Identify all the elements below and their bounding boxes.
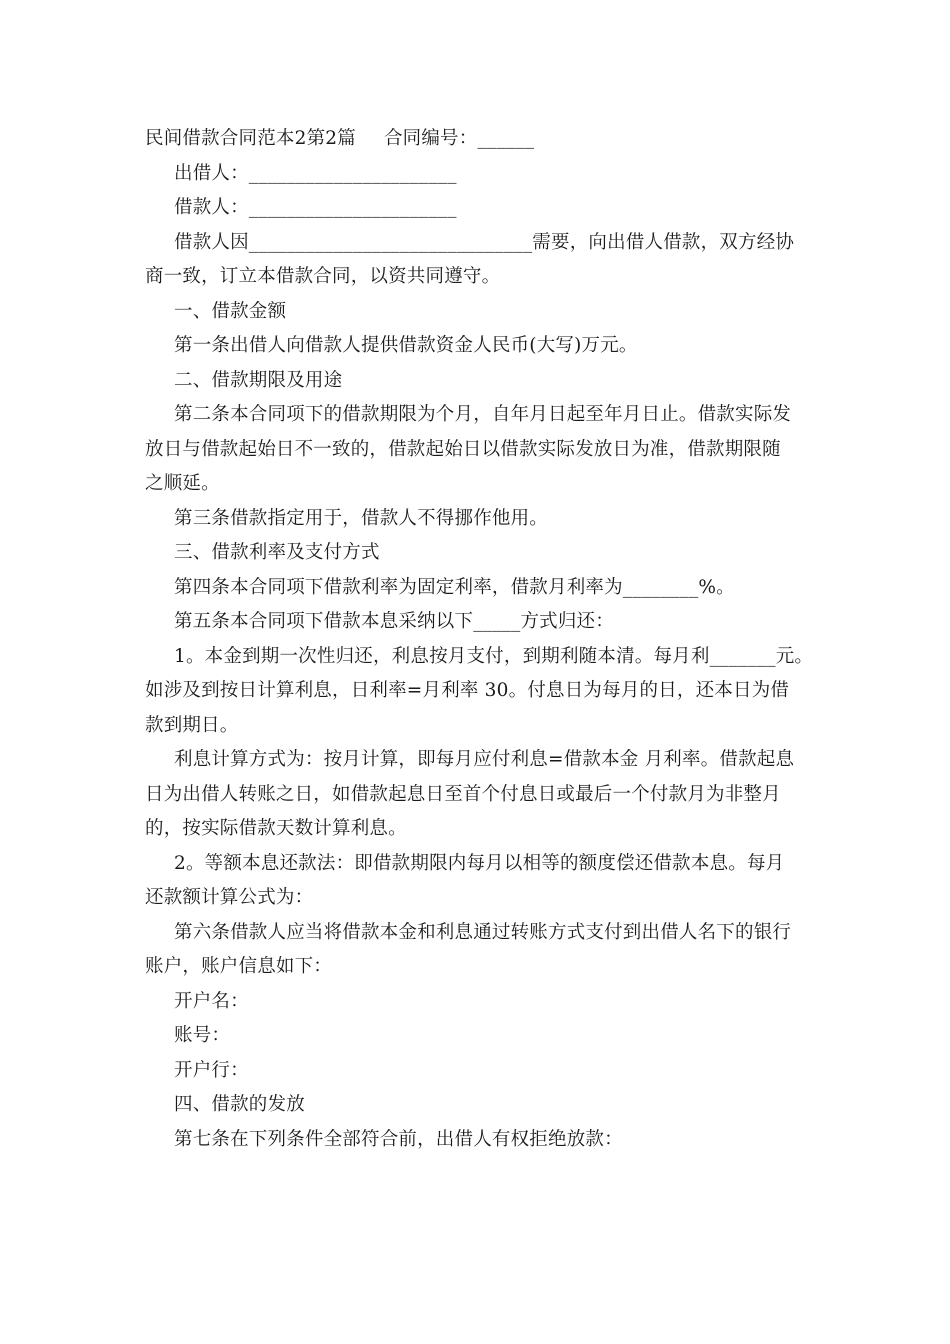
- text-line: 的，按实际借款天数计算利息。: [145, 818, 407, 839]
- document-title: 民间借款合同范本2第2篇: [145, 128, 356, 149]
- text-line: 还款额计算公式为：: [145, 887, 314, 908]
- document-lines: [145, 157, 815, 1158]
- text-line: 四、借款的发放: [174, 1094, 305, 1115]
- text-line: 商一致，订立本借款合同，以资共同遵守。: [145, 266, 501, 287]
- text-line: 日为出借人转账之日，如借款起息日至首个付息日或最后一个付款月为非整月: [145, 783, 781, 805]
- text-line: 一、借款金额: [174, 300, 287, 322]
- text-line: 借款人：______________________: [174, 197, 457, 218]
- text-line: 第三条借款指定用于，借款人不得挪作他用。: [174, 507, 549, 529]
- text-line: 第五条本合同项下借款本息采纳以下_____方式归还：: [174, 611, 614, 632]
- text-line: 第二条本合同项下的借款期限为个月，自年月日起至年月日止。借款实际发: [174, 404, 792, 425]
- text-line: 开户行：: [174, 1059, 249, 1081]
- text-line: 第六条借款人应当将借款本金和利息通过转账方式支付到出借人名下的银行: [174, 921, 792, 943]
- text-line: 账号：: [174, 1025, 231, 1046]
- text-line: 如涉及到按日计算利息，日利率=月利率 30。付息日为每月的日，还本日为借: [145, 680, 790, 701]
- text-line: 账户，账户信息如下：: [145, 956, 333, 977]
- text-line: 二、借款期限及用途: [174, 369, 343, 391]
- text-line: 三、借款利率及支付方式: [174, 542, 380, 563]
- text-line: 第一条出借人向借款人提供借款资金人民币(大写)万元。: [174, 335, 638, 356]
- document-body: [145, 122, 815, 1157]
- text-line: 之顺延。: [145, 473, 220, 494]
- text-line: 2。等额本息还款法：即借款期限内每月以相等的额度偿还借款本息。每月: [174, 852, 785, 874]
- text-line: 第七条在下列条件全部符合前，出借人有权拒绝放款：: [174, 1128, 623, 1150]
- text-line: 利息计算方式为：按月计算，即每月应付利息=借款本金 月利率。借款起息: [174, 749, 795, 770]
- text-line: 出借人：______________________: [174, 162, 457, 184]
- text-line: 1。本金到期一次性归还，利息按月支付，到期利随本清。每月利_______元。: [174, 645, 814, 667]
- text-line: 第四条本合同项下借款利率为固定利率，借款月利率为________%。: [174, 576, 735, 598]
- title-line: [145, 122, 815, 157]
- text-line: 开户名：: [174, 990, 249, 1012]
- text-line: 款到期日。: [145, 714, 239, 736]
- contract-number: 合同编号：______: [383, 128, 535, 149]
- text-line: 借款人因______________________________需要，向出借人借款，双方经协: [174, 231, 795, 253]
- text-line: 放日与借款起始日不一致的，借款起始日以借款实际发放日为准，借款期限随: [145, 438, 781, 460]
